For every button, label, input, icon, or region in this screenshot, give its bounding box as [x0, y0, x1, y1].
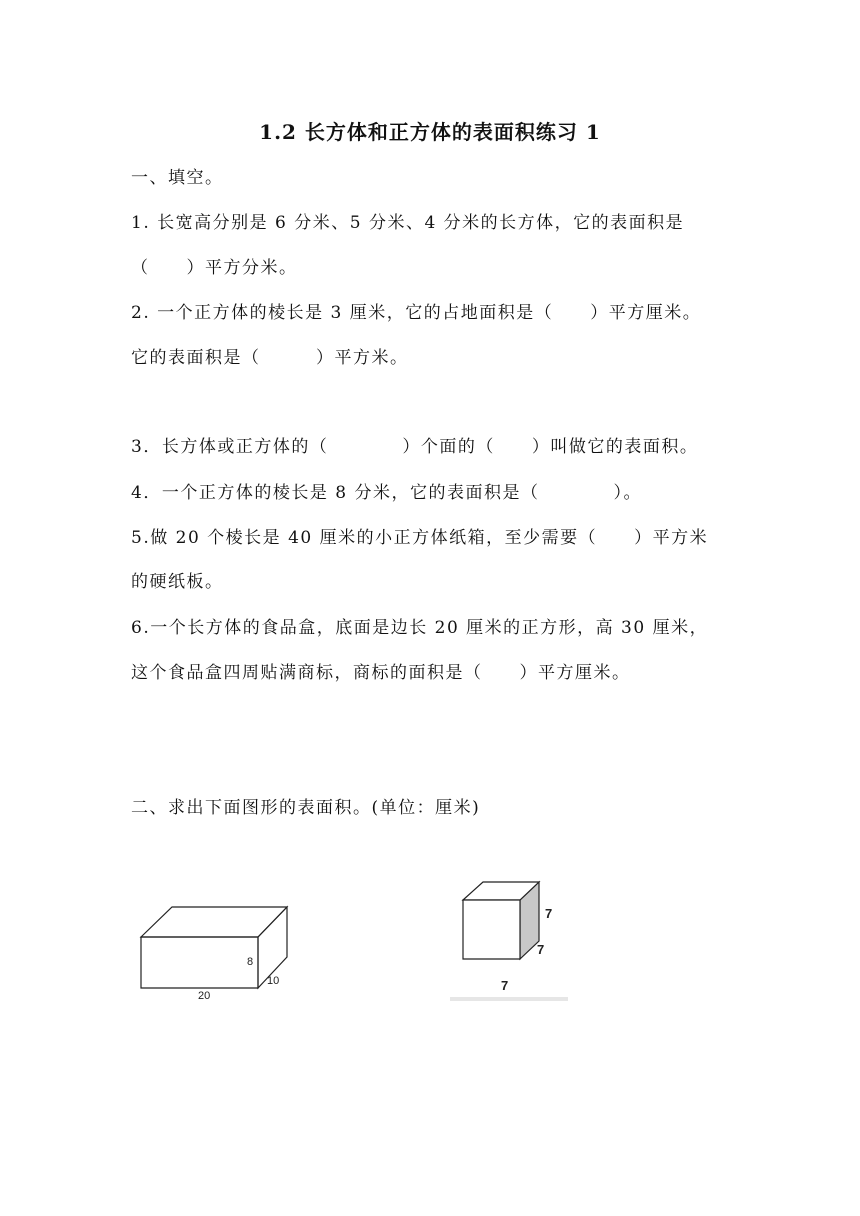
cuboid-width-label: 10	[267, 975, 280, 987]
cube-top-edge-label: 7	[545, 906, 553, 921]
question-line: 1. 长宽高分别是 6 分米、5 分米、4 分米的长方体，它的表面积是	[131, 213, 685, 233]
cuboid-length-label: 20	[198, 990, 211, 1002]
question-line: （ ）平方分米。	[131, 258, 298, 278]
cuboid-height-label: 8	[247, 956, 254, 968]
cube-front-face	[463, 900, 520, 959]
question-line: 这个食品盒四周贴满商标，商标的面积是（ ）平方厘米。	[131, 663, 631, 683]
section-1-heading: 一、填空。	[131, 168, 224, 188]
cube-side-edge-label: 7	[537, 942, 545, 957]
question-line: 的硬纸板。	[131, 572, 224, 592]
question-line: 3．长方体或正方体的（ ）个面的（ ）叫做它的表面积。	[131, 437, 699, 457]
section-2-heading: 二、求出下面图形的表面积。(单位：厘米)	[131, 798, 481, 818]
cube-figure	[448, 878, 573, 1003]
cuboid-figure	[130, 895, 305, 1005]
question-line: 5.做 20 个棱长是 40 厘米的小正方体纸箱，至少需要（ ）平方米	[131, 528, 709, 548]
question-line: 它的表面积是（ ）平方米。	[131, 348, 409, 368]
cuboid-front-face	[141, 937, 258, 988]
page-title: 1.2 长方体和正方体的表面积练习 1	[259, 120, 601, 144]
question-line: 2. 一个正方体的棱长是 3 厘米，它的占地面积是（ ）平方厘米。	[131, 303, 702, 323]
cuboid-top-face	[141, 907, 287, 937]
cube-bottom-edge-label: 7	[501, 978, 509, 993]
question-line: 4．一个正方体的棱长是 8 分米，它的表面积是（ ）。	[131, 483, 642, 503]
question-line: 6.一个长方体的食品盒，底面是边长 20 厘米的正方形，高 30 厘米，	[131, 618, 709, 638]
